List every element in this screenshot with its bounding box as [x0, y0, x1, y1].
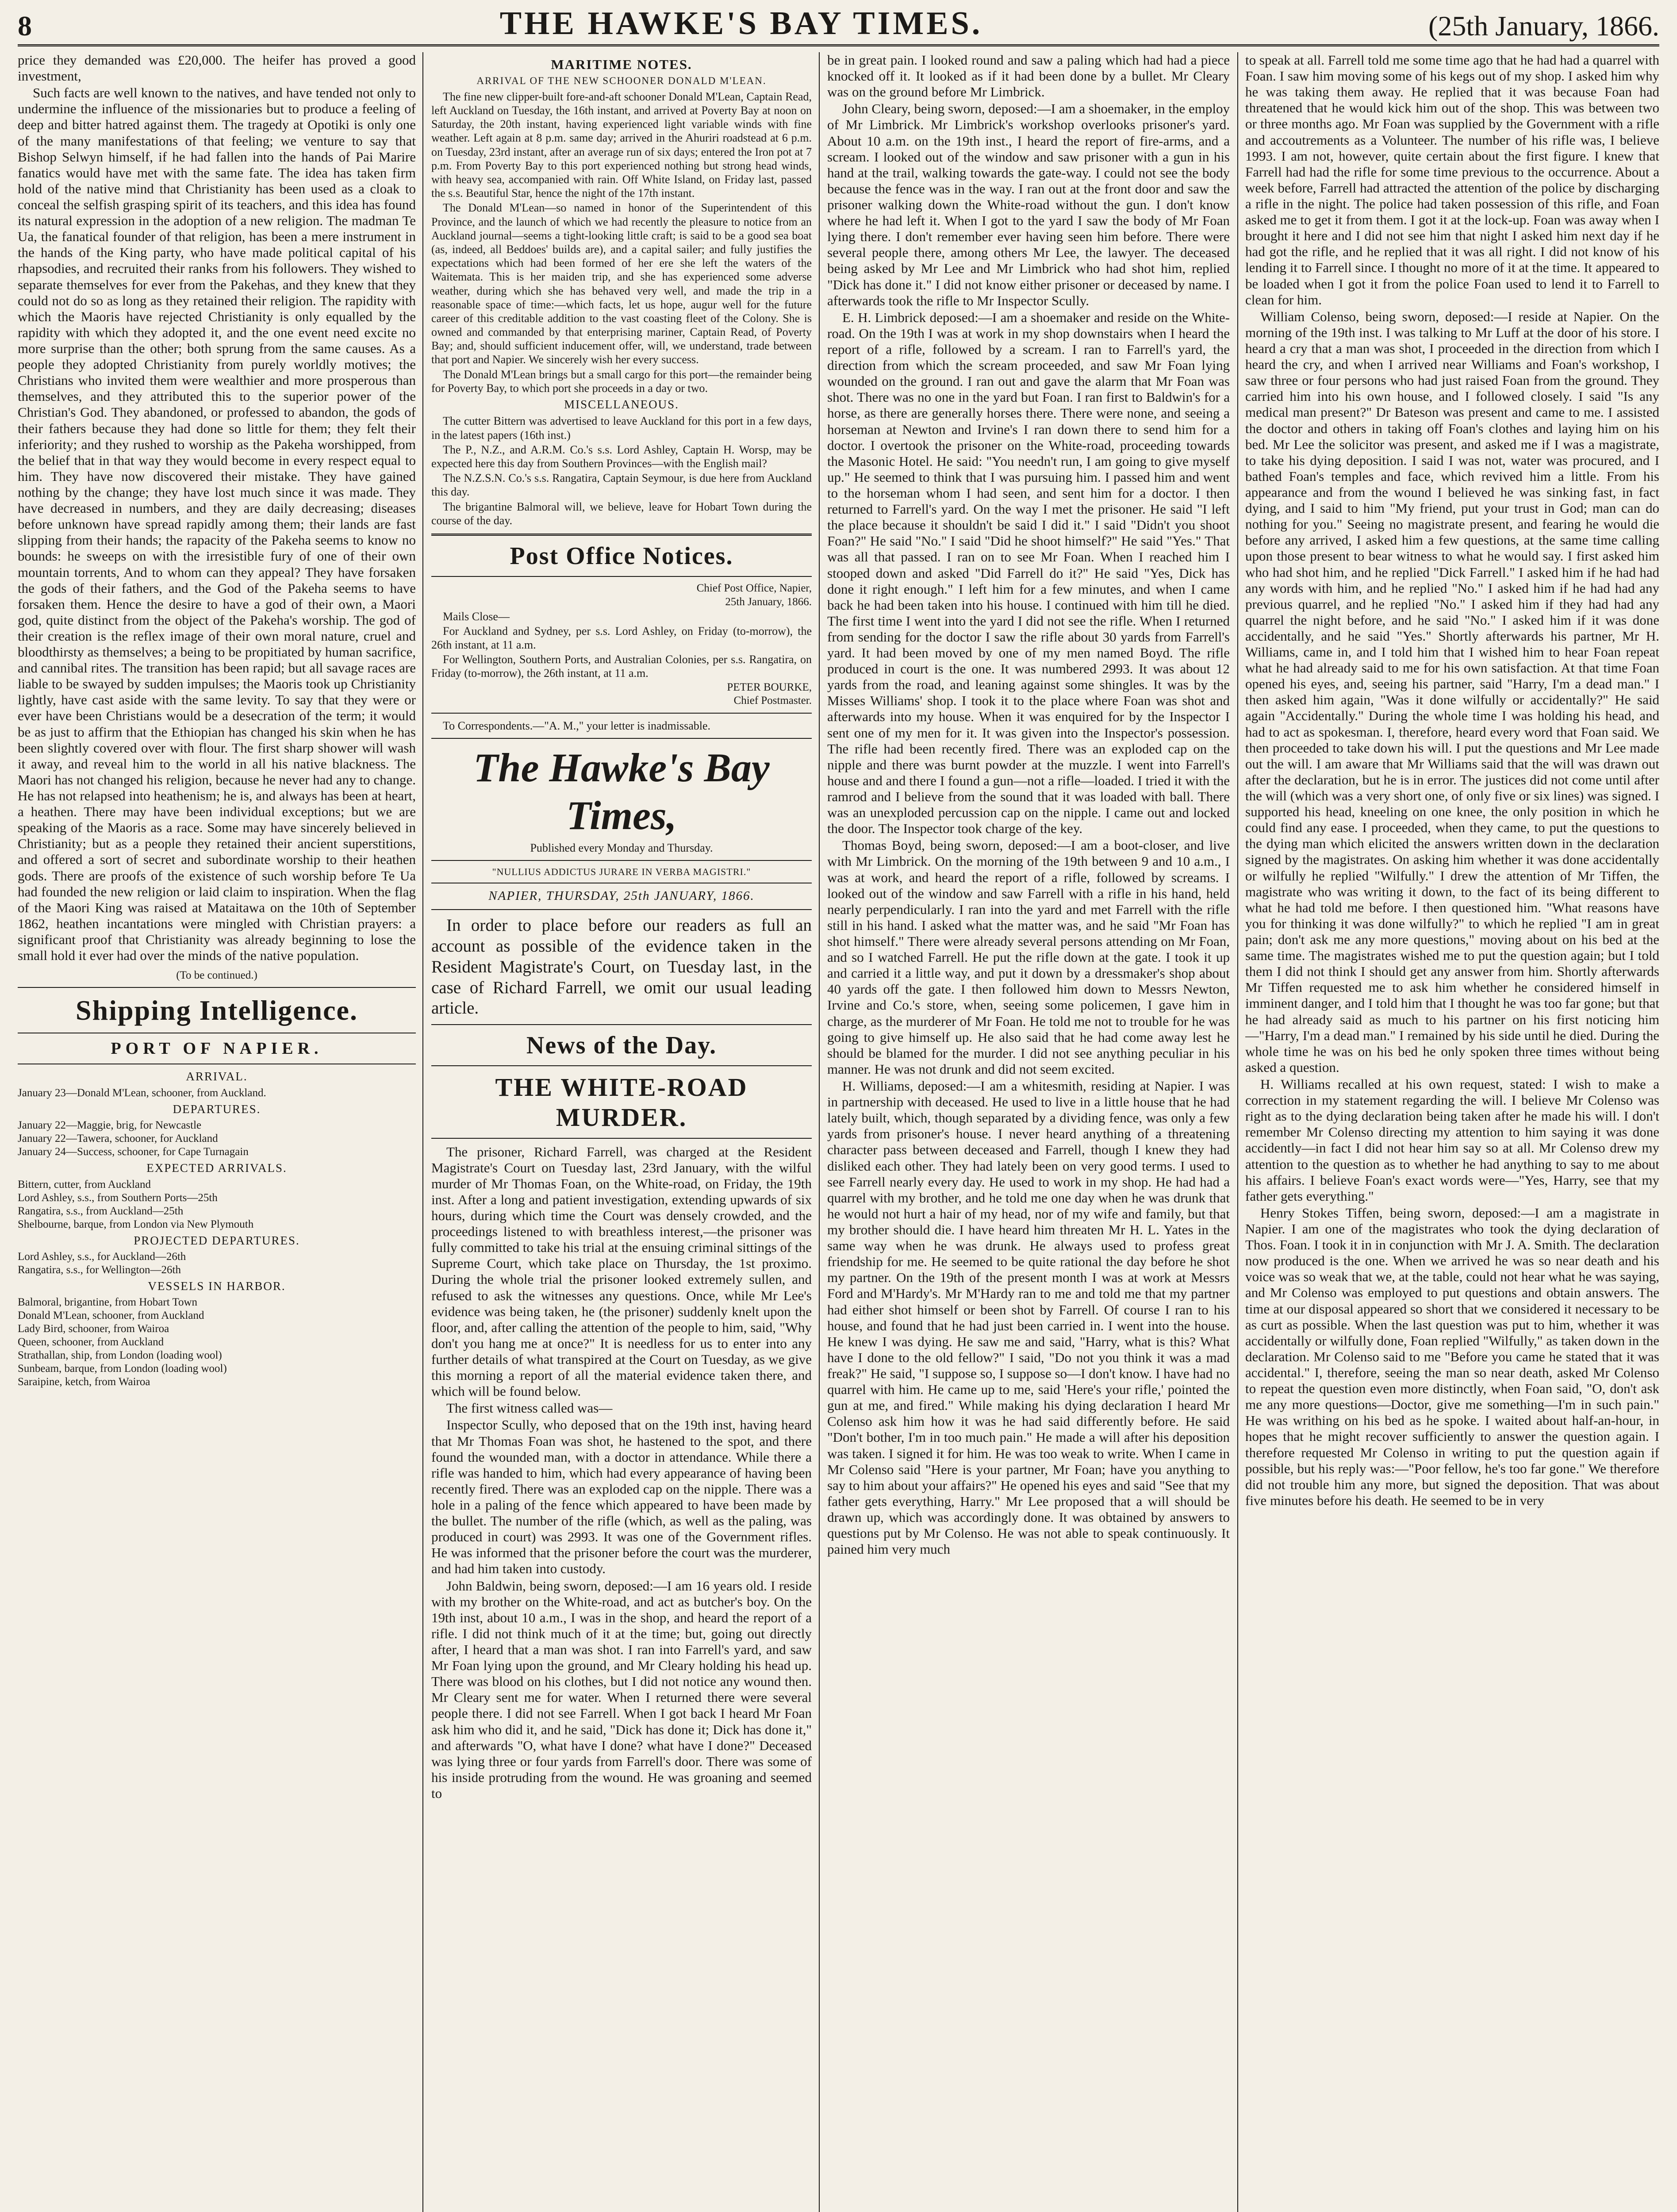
arrival-entry: January 23—Donald M'Lean, schooner, from Auckland.	[18, 1087, 266, 1099]
article-paragraph: The prisoner, Richard Farrell, was charged at the Resident Magistrate's Court on Tuesday last, 23rd January, with the wilful murder of Mr Thomas Foan, on the White-road, on Friday, the 19th inst. After a long and patient investigation, extending upwards of six hours, during which time the Court was densely crowded, and the proceedings listened to with breathless interest,—the prisoner was fully committed to take his trial at the ensuing criminal sittings of the Supreme Court, which take place on Thursday, the 1st proximo. During the whole trial the prisoner looked extremely sullen, and refused to ask the witnesses any questions. Once, while Mr Lee's evidence was being taken, he (the prisoner) suddenly knelt upon the floor, and, after calling the attention of the people to him, said, "Why don't you hang me at once?" It is needless for us to enter into any further details of what transpired at the Court on Tuesday, as we give this morning a report of all the material evidence taken there, and which will be found below.	[431, 1144, 812, 1399]
article-paragraph: price they demanded was £20,000. The heifer has proved a good investment,	[18, 52, 416, 84]
column-2	[431, 52, 812, 2212]
post-office-heading: Post Office Notices.	[510, 542, 733, 570]
section-rule	[431, 860, 812, 861]
misc-paragraph: The brigantine Balmoral will, we believe, leave for Hobart Town during the course of the day.	[431, 500, 812, 527]
departure-entry: January 22—Tawera, schooner, for Auckland	[18, 1133, 218, 1145]
miscellaneous-notes	[431, 414, 812, 527]
harbor-entry: Strathallan, ship, from London (loading wool)	[18, 1349, 222, 1362]
issue-date: (25th January, 1866.	[1428, 10, 1659, 42]
article-paragraph: be in great pain. I looked round and saw a paling which had had a piece knocked off it. It looked as if it had been done by a bullet. Mr Cleary was on the ground before Mr Limbrick.	[827, 52, 1230, 100]
projected-entry: Lord Ashley, s.s., for Auckland—26th	[18, 1250, 186, 1263]
expected-entry: Bittern, cutter, from Auckland	[18, 1178, 151, 1190]
section-rule	[431, 576, 812, 577]
article-paragraph: William Colenso, being sworn, deposed:—I reside at Napier. On the morning of the 19th inst. I was talking to Mr Luff at the door of his store. I heard a cry that a man was shot, I proceeded in the direction from which I heard the cry, and when I arrived near Williams and Foan's workshop, I saw three or four persons who had just raised Foan from the ground. They carried him into his own house, and I followed closely. I said "Is any medical man present?" Dr Bateson was present and came to me. I assisted the doctor and others in taking off Foan's clothes and laying him on his bed. Mr Lee the solicitor was present, and asked me if I was a magistrate, to take his dying deposition. I said I was not, water was procured, and I bathed Foan's temples and face, which revived him a little. From his appearance and from the wound I believed he was sinking fast, in fact dying, and I said to him "My friend, put your trust in God; man can do nothing for you." Seeing no magistrate present, and fearing he would die before any arrived, I asked him a few questions, at the same time calling upon those present to bear witness to what he would say. I first asked him who had shot him, and he replied "Dick Farrell." I asked him if he had had any words with him, and he replied "No." I asked him if he had had any previous quarrel, and he replied "No." I asked him if they had had any quarrel the night before, and he said "No." I asked him if it was done accidentally, and he said "Yes." Shortly afterwards his partner, Mr H. Williams, came in, and I told him that I wished him to hear Foan repeat what he had already said to me for his own satisfaction. At that time Foan opened his eyes, and, seeing his partner, said "Harry, I'm a dead man." I then asked him again, "Was it done wilfully or accidentally?" He said again "Accidentally." During the whole time I was holding his head, and had to act as spokesman. I, therefore, heard every word that Foan said. We then proceeded to take down his will. I put the questions and Mr Lee made out the will. I am aware that Mr Williams said that the will was drawn out after the declaration, but he is in error. The justices did not come until after the will (which was a very short one, of only five or six lines) was signed. I supported his head, kneeling on one knee, the only position in which he could find any ease. I proceeded, when they came, to put the questions to the dying man which elicited the answers written down in the declaration signed by the magistrates. On asking him whether it was done accidentally or wilfully he replied "Wilfully." I drew the attention of Mr Tiffen, the magistrate who was writing it down, to the fact of its being different to what he had told me before. I then questioned him. "What reasons have you for thinking it was done wilfully?" to which he replied "I am in great pain; don't ask me any more questions," moving about on his bed at the same time. The magistrates wished me to put the question again; but I told them I did not think I should get any answer from him. Shortly afterwards Mr Tiffen requested me to ask him whether he considered himself in imminent danger, and I told him that I thought he was too far gone; but that he had already said as much to his partner on his first noticing him—"Harry, I'm a dead man." I remained by his side until he died. During the whole time he was on his bed he only spoken three times without being asked a question.	[1245, 308, 1659, 1075]
news-heading: News of the Day.	[526, 1032, 717, 1060]
departure-entry: January 24—Success, schooner, for Cape Turnagain	[18, 1146, 249, 1158]
arrival-heading: ARRIVAL.	[186, 1070, 248, 1083]
misc-paragraph: The P., N.Z., and A.R.M. Co.'s s.s. Lord Ashley, Captain H. Worsp, may be expected here this day from Southern Provinces—with the English mail?	[431, 443, 812, 470]
mails-close-label: Mails Close—	[443, 610, 510, 623]
masthead	[18, 5, 1659, 42]
murder-headline: THE WHITE-ROAD MURDER.	[495, 1073, 748, 1132]
article-paragraph: Thomas Boyd, being sworn, deposed:—I am a boot-closer, and live with Mr Limbrick. On the morning of the 19th between 9 and 10 a.m., I was at work, and heard the report of a rifle, followed by screams. I looked out of the window and saw Farrell with a rifle in his hand, held nearly perpendicularly. I ran into the yard and met Farrell with the rifle still in his hand. I asked what the matter was, and he said "Mr Foan has shot himself." There were already several persons attending on Mr Foan, and so I watched Farrell. He put the rifle down at the gate. I took it up and carried it a little way, and put it down by a dressmaker's shop about 40 yards off the gate. I then followed him down to Messrs Newton, Irvine and Co.'s store, when, seeing some policemen, I gave him in charge, as the murderer of Mr Foan. He told me not to trouble for he was going to give himself up. He also said that he had come away lest he should be blamed for the murder. I did not see anything peculiar in his manner. He was not drunk and did not seem excited.	[827, 837, 1230, 1077]
misc-paragraph: The cutter Bittern was advertised to leave Auckland for this port in a few days, in the latest papers (16th inst.)	[431, 415, 812, 442]
port-heading: PORT OF NAPIER.	[111, 1039, 323, 1058]
paper-motto: "NULLIUS ADDICTUS JURARE IN VERBA MAGISTRI."	[492, 866, 751, 877]
harbor-entry: Donald M'Lean, schooner, from Auckland	[18, 1310, 204, 1322]
departures-heading: DEPARTURES.	[173, 1102, 261, 1116]
postmaster-name: PETER BOURKE,	[727, 681, 812, 693]
article-paragraph: The first witness called was—	[446, 1400, 613, 1416]
masthead-rule	[18, 44, 1659, 46]
article-paragraph: H. Williams recalled at his own request, stated: I wish to make a correction in my statement regarding the will. I believe Mr Colenso was right as to the dying declaration being taken after he made his will. I don't remember Mr Colenso directing my attention to him saying it was done accidently—in fact I did not hear him say so at all. Mr Colenso drew my attention to the question as to whether he had anything to say to me about his affairs. I believe Foan's exact words were—"Yes, Harry, see that my father gets everything."	[1245, 1076, 1659, 1204]
column-divider	[422, 52, 423, 2212]
vessels-in-harbor-heading: VESSELS IN HARBOR.	[148, 1279, 286, 1293]
section-rule	[431, 1024, 812, 1025]
mail-line: For Auckland and Sydney, per s.s. Lord Ashley, on Friday (to-morrow), the 26th instant, at 11 a.m.	[431, 624, 812, 652]
projected-entry: Rangatira, s.s., for Wellington—26th	[18, 1263, 181, 1276]
correspondents-note	[431, 719, 812, 733]
expected-entry: Rangatira, s.s., from Auckland—25th	[18, 1205, 184, 1217]
harbor-entry: Sunbeam, barque, from London (loading wool)	[18, 1363, 227, 1375]
article-paragraph: to speak at all. Farrell told me some time ago that he had had a quarrel with Foan. I saw him moving some of his kegs out of my shop. I asked him why he was taking them away. He replied that it was because Foan had threatened that he would kick him out of the shop. This was between two or three months ago. Mr Foan was supplied by the Government with a rifle and accoutrements as a Volunteer. The number of his rifle was, I believe 1993. I am not, however, quite certain about the first figure. I knew that Farrell had had the rifle for some time previous to the occurrence. About a week before, Farrell had attracted the attention of the police by discharging a rifle in the night. The police had taken possession of this rifle, and Foan asked me to get it from them. I got it at the lock-up. Foan was away when I brought it here and I did not see him that night I asked him next day if he had got the rifle, and he replied that it was all right. I did not know of his lending it to Farrell since. I thought no more of it at the time. It appeared to be loaded when I got it from the police Foan used to lend it to Farrell to clean for him.	[1245, 52, 1659, 307]
newspaper-title: THE HAWKE'S BAY TIMES.	[499, 5, 983, 42]
miscellaneous-heading: MISCELLANEOUS.	[564, 398, 679, 411]
projected-departures-heading: PROJECTED DEPARTURES.	[134, 1233, 300, 1247]
section-rule	[431, 738, 812, 739]
continued-note: (To be continued.)	[176, 969, 257, 982]
arrival-subhead: ARRIVAL OF THE NEW SCHOONER DONALD M'LEAN.	[476, 75, 767, 87]
publication-schedule: Published every Monday and Thursday.	[530, 841, 713, 854]
column-3	[827, 52, 1230, 2212]
mail-notice	[431, 610, 812, 680]
section-rule	[431, 1065, 812, 1066]
postmaster-title: Chief Postmaster.	[733, 695, 812, 707]
maritime-paragraph: The Donald M'Lean—so named in honor of the Superintendent of this Province, and the launch of which we had recently the pleasure to notice from an Auckland journal—seems a tight-looking little craft; is said to be a good sea boat (as, indeed, all Beddoes' builds are), and a capital sailer; and fully justifies the expectations which had been formed of her ere she left the waters of the Waitemata. This is her maiden trip, and she has experienced some adverse weather, during which she has behaved very well, and made the trip in a reasonable space of time:—which facts, let us hope, augur well for the future career of this creditable addition to the vast coasting fleet of the Colony. She is owned and commanded by that enterprising mariner, Captain Read, of Poverty Bay; and, should sufficient inducement offer, will, we understand, trade between that port and Napier. We sincerely wish her every success.	[431, 201, 812, 366]
article-paragraph: Inspector Scully, who deposed that on the 19th inst, having heard that Mr Thomas Foan was shot, he hastened to the spot, and there found the wounded man, with a doctor in attendance. While there a rifle was handed to him, which had every appearance of having been recently fired. There was an exploded cap on the nipple. There was a hole in a paling of the fence which appeared to have been made by the bullet. The number of the rifle (which, as well as the paling, was produced in court) was 2993. It was one of the Government rifles. He was informed that the prisoner before the court was the murderer, and had him taken into custody.	[431, 1417, 812, 1577]
section-rule	[431, 1138, 812, 1139]
correspondents-text: To Correspondents.—"A. M.," your letter is inadmissable.	[443, 719, 711, 733]
article-paragraph: John Baldwin, being sworn, deposed:—I am 16 years old. I reside with my brother on the White-road, and act as butcher's boy. On the 19th inst, about 10 a.m., I was in the shop, and heard the report of a rifle. I did not think much of it at the time; but, going out directly after, I heard that a man was shot. I ran into Farrell's yard, and saw Mr Foan lying upon the ground, and Mr Cleary holding his head up. There was blood on his clothes, but I did not notice any wound then. Mr Cleary sent me for water. When I returned there were several people there. I did not see Farrell. When I got back I heard Mr Foan ask him who did it, and he said, "Dick has done it; Dick has done it," and afterwards "O, what have I done? what have I done?" Deceased was lying three or four yards from Farrell's door. There was some of his inside protruding from the wound. He was groaning and seemed to	[431, 1578, 812, 1801]
section-rule	[431, 713, 812, 714]
editorial-notice: In order to place before our readers as full an account as possible of the evidence taken in the Resident Magistrate's Court, on Tuesday last, in the case of Richard Farrell, we omit our usual leading article.	[431, 916, 812, 1018]
dateline: NAPIER, THURSDAY, 25th JANUARY, 1866.	[488, 889, 755, 903]
maritime-heading: MARITIME NOTES.	[551, 57, 692, 72]
expected-arrivals-heading: EXPECTED ARRIVALS.	[146, 1161, 287, 1175]
harbor-entry: Lady Bird, schooner, from Wairoa	[18, 1323, 169, 1335]
harbor-entry: Balmoral, brigantine, from Hobart Town	[18, 1296, 198, 1309]
column-divider	[1237, 52, 1238, 2212]
shipping-heading: Shipping Intelligence.	[76, 995, 358, 1026]
expected-entry: Lord Ashley, s.s., from Southern Ports—25th	[18, 1191, 218, 1204]
article-paragraph: Such facts are well known to the natives, and have tended not only to undermine the influence of the missionaries but to produce a feeling of deep and bitter hatred against them. The tragedy at Opotiki is only one of the many manifestations of that feeling; we venture to say that Bishop Selwyn himself, if he had fallen into the hands of Pai Marire fanatics would have met with the same fate. The idea has taken firm hold of the native mind that Christianity has been used as a cloak to conceal the selfish grasping spirit of its teachers, and this idea has found its natural expression in the adoption of a new religion. The madman Te Ua, the fanatical founder of that religion, has been a mere instrument in the hands of the King party, who have made political capital of his rhapsodies, and recruited their ranks from his followers. They wished to separate themselves for ever from the Pakehas, and they knew that they could not do so as long as they retained their religion. The rapidity with which the Maoris have rejected Christianity is only equalled by the rapidity with which they adopted it, and the one event need excite no more surprise than the other; both sprung from the same causes. As a people they adopted Christianity from purely worldly motives; the Christians who invited them were wealthier and more prosperous than themselves, and they attributed this to the superior power of the Christian's God. They abandoned, or professed to abandon, the gods of their fathers because they had done so little for them; they felt their inferiority; and they rushed to worship as the Pakeha worshipped, from the belief that in that way they would become in every respect equal to him. They have now discovered their mistake. They have gained nothing by the change; they have lost much since it was made. They have decreased in numbers, and they are daily decreasing; diseases before unknown have spread rapidly among them; their lands are fast slipping from their hands; the rapacity of the Pakeha seems to know no bounds: he sweeps on with the irresistible fury of one of their own mountain torrents, And to whom can they appeal? They have forsaken the gods of their fathers, and the God of the Pakeha seems to have forsaken them. Hence the desire to have a god of their own, a Maori god, quite distinct from the object of the Pakeha's worship. The god of their creation is the reflex image of their own moral nature, cruel and bloodthirsty as themselves; a being to be propitiated by human sacrifice, and cannibal rites. The transition has been rapid; but all savage races are liable to be swayed by sudden impulses; the Maoris took up Christianity lightly, have cast aside with the same levity. To say that they were or ever have been Christians would be a desecration of the term; it would be as just to affirm that the Ethiopian has changed his skin when he has been slightly covered over with flour. The first sharp shower will wash it away, and reveal him to the world in all his native blackness. The Maori has not changed his religion, because he never had any to change. He has not relapsed into heathenism; he is, and always has been at heart, a heathen. There may have been individual exceptions; but we are speaking of the Maoris as a race. Some may have sincerely believed in Christianity; but as a people they retained their ancient superstitions, and offered a sort of secret and subordinate worship to their heathen gods. There are proofs of the existence of such worship before Te Ua had founded the new religion or laid claim to inspiration. When the flag of the Maori King was raised at Mataitawa on the 10th of September 1862, heathen incantations were mingled with Christian prayers: a significant proof that Christianity was already beginning to lose the small hold it ever had over the minds of the native population.	[18, 85, 416, 964]
article-paragraph: John Cleary, being sworn, deposed:—I am a shoemaker, in the employ of Mr Limbrick. Mr Limbrick's workshop overlooks prisoner's yard. About 10 a.m. on the 19th inst., I heard the report of fire-arms, and a scream. I looked out of the window and saw prisoner with a gun in his hand at the trail, walking towards the gate-way. I could not see the body because the fence was in the way. I ran out at the front door and saw the prisoner walking down the White-road without the gun. I don't know where he had left it. When I got to the yard I saw the body of Mr Foan lying there. I don't remember ever having seen him before. There were several people there, among others Mr Lee, the lawyer. The deceased being asked by Mr Lee and Mr Limbrick who had shot him, replied "Dick has done it." I did not know either prisoner or deceased by name. I afterwards took the rifle to Mr Inspector Scully.	[827, 101, 1230, 308]
departure-entry: January 22—Maggie, brig, for Newcastle	[18, 1119, 202, 1132]
column-1	[18, 52, 416, 2212]
section-rule	[18, 987, 416, 988]
mail-line: For Wellington, Southern Ports, and Australian Colonies, per s.s. Rangatira, on Friday (to-morrow), the 26th instant, at 11 a.m.	[431, 653, 812, 680]
page-number: 8	[18, 10, 32, 42]
column-4	[1245, 52, 1659, 2212]
maritime-notes	[431, 90, 812, 395]
misc-paragraph: The N.Z.S.N. Co.'s s.s. Rangatira, Captain Seymour, is due here from Auckland this day.	[431, 472, 812, 499]
article-paragraph: H. Williams, deposed:—I am a whitesmith, residing at Napier. I was in partnership with deceased. He used to live in a little house that he had lately built, which, though separated by a dividing fence, was only a few yards from prisoner's house. I never heard anything of a threatening character pass between deceased and Farrell, though I knew they had disliked each other. They had lately been on very good terms. I used to see Farrell nearly every day. He used to work in my shop. He had had a quarrel with my brother, and he told me one day when he was drunk that he would not hurt a hair of my head, nor of my wife and family, but that my brother should die. I have heard him threaten Mr H. L. Yates in the same way when he was drunk. He always used to profess great friendship for me. He seemed to be quite rational the day before he shot my partner. On the 19th of the present month I was at work at Messrs Ford and M'Hardy's. Mr M'Hardy ran to me and told me that my partner had either shot himself or been shot by Farrell. Of course I ran to his house, and found that he had just been carried in. I went into the house. He knew I was dying. He saw me and said, "Harry, what is this? What have I done to the old fellow?" I said, "Do not you think it was a mad freak?" He said, "I suppose so, I suppose so—I don't know. I have had no quarrel with him. He came up to me, said 'Here's your rifle,' pointed the gun at me, and fired." While making his dying declaration I heard Mr Colenso ask him how it was he had said differently before. He said "Don't bother, I'm in too much pain." He made a will after his deposition was taken. I signed it for him. He was too weak to write. When I came in Mr Colenso said "Here is your partner, Mr Foan; have you anything to say to him about your affairs?" He opened his eyes and said "See that my father gets everything, Harry." Mr Lee proposed that a will should be drawn up, which was accordingly done. It was obtained by answers to questions put by Mr Colenso. He was not able to speak continuously. It pained him very much	[827, 1078, 1230, 1557]
post-office-date: 25th January, 1866.	[725, 595, 812, 608]
paper-nameplate: The Hawke's Bay Times,	[473, 745, 770, 838]
harbor-entry: Queen, schooner, from Auckland	[18, 1336, 164, 1348]
article-paragraph: E. H. Limbrick deposed:—I am a shoemaker and reside on the White-road. On the 19th I was at work in my shop downstairs when I heard the report of a rifle, followed by a scream. I ran to Farrell's yard, the direction from which the scream proceeded, and saw Mr Foan lying wounded on the ground. I ran out and gave the alarm that Mr Foan was shot. There was no one in the yard but Foan. I ran first to Baldwin's for a horse, as there are generally horses there. There were none, and seeing a horseman at Newton and Irvine's I ran down there to send him for a doctor. I overtook the prisoner on the White-road, proceeding towards the Masonic Hotel. He said: "You needn't run, I am going to give myself up." He seemed to think that I was pursuing him. I passed him and went to the horseman whom I had seen, and sent him for a doctor. I then returned to Farrell's yard. On the way I met the prisoner. He said "I left the place because it shouldn't be said I did it." I said "Didn't you shoot Foan?" He said "No." I said "Did he shoot himself?" He said "Yes." That was all that passed. I ran on to see Mr Foan. When I reached him I stooped down and asked "Did Farrell do it?" He said "Yes, Dick has done it right enough." I left him for a few minutes, and when I came back he had been taken into his house. I continued with him till he died. The first time I went into the yard I did not see the rifle. When I returned from sending for the doctor I saw the rifle about 30 yards from Farrell's yard. It had been moved by one of my men named Boyd. The rifle produced in court is the one. It was numbered 2993. It was about 12 yards from the road, and leaning against some shingles. It was by the Misses Williams' shop. I took it to the place where Foan was shot and afterwards into my house. When it was enquired for by the Inspector I sent one of my men for it. It was given into the Inspector's possession. The rifle had been recently fired. There was an exploded cap on the nipple and there was burnt powder at the muzzle. I went into Farrell's house and and there I found a gun—not a rifle—loaded. I tried it with the ramrod and I believe from the sound that it was loaded with ball. There was an unexploded percussion cap on the nipple. I came out and locked the door. The Inspector took charge of the key.	[827, 309, 1230, 837]
article-paragraph: Henry Stokes Tiffen, being sworn, deposed:—I am a magistrate in Napier. I am one of the magistrates who took the dying declaration of Thos. Foan. I took it in in conjunction with Mr J. A. Smith. The declaration now produced is the one. When we arrived he was so near death and his voice was so weak that we, at the table, could not hear what he was saying, and Mr Colenso was employed to put questions and obtain answers. The time at our disposal appeared so short that we considered it necessary to be as curt as possible. When the last question was put to him, whether it was accidentally or wilfully done, Foan replied "Wilfully," as taken down in the declaration. Mr Colenso said to me "Before you came he stated that it was accidental." I, therefore, seeing the man so near death, asked Mr Colenso to repeat the question even more distinctly, when Foan said, "O, don't ask me any more questions—Doctor, give me something—I'm in such pain." He was writhing on his bed as he spoke. I waited about half-an-hour, in hopes that he might recover sufficiently to answer the question again. I therefore requested Mr Colenso in writing to put the question again if possible, but his reply was:—"Poor fellow, he's too far gone." We therefore did not trouble him any more, but signed the deposition. That was about five minutes before his death. He seemed to be in very	[1245, 1205, 1659, 1508]
section-rule	[431, 909, 812, 910]
expected-entry: Shelbourne, barque, from London via New Plymouth	[18, 1218, 254, 1230]
harbor-entry: Saraipine, ketch, from Wairoa	[18, 1376, 150, 1388]
maritime-paragraph: The fine new clipper-built fore-and-aft schooner Donald M'Lean, Captain Read, left Auckland on Tuesday, the 16th instant, and arrived at Poverty Bay at noon on Saturday, the 20th instant, having experienced light variable winds with fine weather. Left again at 8 p.m. same day; arrived in the Ahuriri roadstead at 6 p.m. on Tuesday, 23rd instant, after an average run of six days; entered the Iron pot at 7 p.m. From Poverty Bay to this port experienced nothing but strong head winds, with heavy sea, accompanied with rain. Off White Island, on Friday last, passed the s.s. Beautiful Star, hence the night of the 17th instant.	[431, 90, 812, 200]
post-office-location: Chief Post Office, Napier,	[696, 582, 812, 595]
section-rule	[431, 534, 812, 536]
column-divider	[819, 52, 820, 2212]
maritime-paragraph: The Donald M'Lean brings but a small cargo for this port—the remainder being for Poverty Bay, to which port she proceeds in a day or two.	[431, 368, 812, 395]
